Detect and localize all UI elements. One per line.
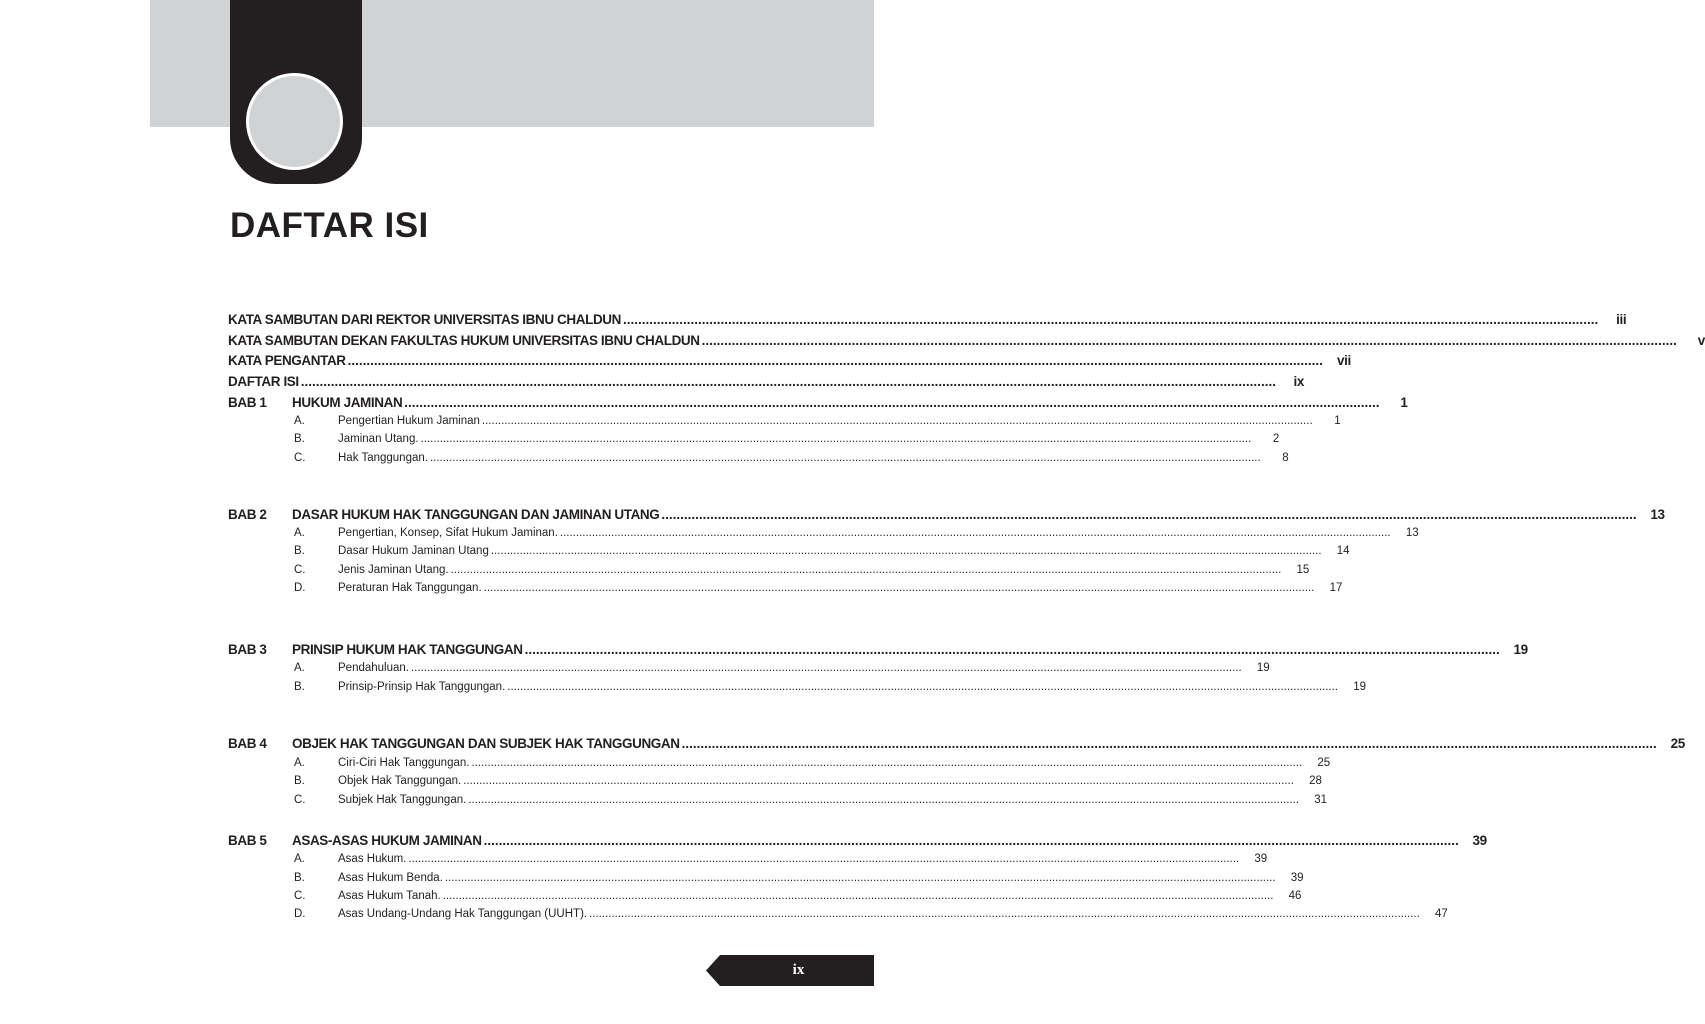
toc-page-number: 47 xyxy=(1435,908,1448,920)
toc-subentry xyxy=(228,415,1341,433)
toc-label: ASAS-ASAS HUKUM JAMINAN xyxy=(292,833,482,848)
toc-leader-dots: .................................................................................................................................................................................................................................................................... xyxy=(463,775,1294,787)
toc-page-number: 1 xyxy=(1400,395,1408,410)
toc-subentry xyxy=(228,662,1270,680)
toc-leader-dots: .................................................................................................................................................................................................................................................................... xyxy=(481,415,1313,427)
toc-subentry xyxy=(228,775,1322,793)
toc-leader-dots: .................................................................................................................................................................................................................................................................... xyxy=(429,452,1261,464)
toc-entry xyxy=(228,312,1627,332)
toc-item-letter: C. xyxy=(294,452,306,464)
toc-label: Hak Tanggungan. xyxy=(338,452,428,464)
toc-label: Asas Undang-Undang Hak Tanggungan (UUHT). xyxy=(338,908,588,920)
toc-label: OBJEK HAK TANGGUNGAN DAN SUBJEK HAK TANGGUNGAN xyxy=(292,736,680,751)
toc-entry xyxy=(228,642,1528,662)
toc-leader-dots: .................................................................................................................................................................................................................................................................... xyxy=(420,433,1252,445)
toc-chapter-code: BAB 3 xyxy=(228,642,267,657)
toc-entry xyxy=(228,353,1351,373)
toc-leader-dots: .................................................................................................................................................................................................................................................................... xyxy=(524,642,1500,657)
toc-entry xyxy=(228,736,1685,756)
toc-leader-dots: .................................................................................................................................................................................................................................................................... xyxy=(507,681,1338,693)
toc-page-number: 46 xyxy=(1288,890,1302,902)
toc-item-letter: C. xyxy=(294,564,306,576)
toc-page-number: 28 xyxy=(1309,775,1322,787)
toc-page-number: 19 xyxy=(1256,662,1270,674)
toc-label: Dasar Hukum Jaminan Utang xyxy=(338,545,489,557)
toc-page-number: iii xyxy=(1616,312,1627,327)
toc-item-letter: A. xyxy=(294,415,305,427)
toc-page-number: v xyxy=(1697,333,1705,348)
toc-label: KATA SAMBUTAN DARI REKTOR UNIVERSITAS IBNU CHALDUN xyxy=(228,312,621,327)
toc-leader-dots: .................................................................................................................................................................................................................................................................... xyxy=(450,564,1282,576)
toc-item-letter: A. xyxy=(294,853,305,865)
toc-label: Asas Hukum Benda. xyxy=(338,872,443,884)
toc-entry xyxy=(228,333,1705,353)
toc-label: Objek Hak Tanggungan. xyxy=(338,775,462,787)
toc-entry xyxy=(228,395,1408,415)
toc-label: Pengertian, Konsep, Sifat Hukum Jaminan. xyxy=(338,527,558,539)
toc-leader-dots: .................................................................................................................................................................................................................................................................... xyxy=(623,312,1599,327)
toc-subentry xyxy=(228,452,1289,470)
toc-subentry xyxy=(228,853,1268,871)
toc-label: DASAR HUKUM HAK TANGGUNGAN DAN JAMINAN UTANG xyxy=(292,507,660,522)
toc-entry xyxy=(228,507,1665,527)
toc-leader-dots: .................................................................................................................................................................................................................................................................... xyxy=(589,908,1420,920)
toc-item-letter: C. xyxy=(294,794,306,806)
toc-label: DAFTAR ISI xyxy=(228,374,299,389)
toc-page-number: 39 xyxy=(1472,833,1487,848)
toc-page-number: 15 xyxy=(1296,564,1310,576)
toc-label: Prinsip-Prinsip Hak Tanggungan. xyxy=(338,681,506,693)
toc-chapter-code: BAB 1 xyxy=(228,395,267,410)
toc-subentry xyxy=(228,872,1304,890)
toc-subentry xyxy=(228,908,1448,926)
toc-leader-dots: .................................................................................................................................................................................................................................................................... xyxy=(661,507,1637,522)
toc-leader-dots: .................................................................................................................................................................................................................................................................... xyxy=(483,833,1459,848)
toc-leader-dots: .................................................................................................................................................................................................................................................................... xyxy=(300,374,1276,389)
toc-subentry xyxy=(228,794,1328,812)
toc-chapter-code: BAB 4 xyxy=(228,736,267,751)
toc-label: Pendahuluan. xyxy=(338,662,409,674)
toc-subentry xyxy=(228,527,1419,545)
toc-leader-dots: .................................................................................................................................................................................................................................................................... xyxy=(701,333,1677,348)
toc-label: Ciri-Ciri Hak Tanggungan. xyxy=(338,757,470,769)
toc-subentry xyxy=(228,890,1302,908)
toc-leader-dots: .................................................................................................................................................................................................................................................................... xyxy=(471,757,1303,769)
toc-entry xyxy=(228,374,1304,394)
toc-chapter-code: BAB 2 xyxy=(228,507,267,522)
toc-item-letter: B. xyxy=(294,775,305,787)
toc-leader-dots: .................................................................................................................................................................................................................................................................... xyxy=(559,527,1391,539)
toc-page-number: 19 xyxy=(1353,681,1366,693)
toc-subentry xyxy=(228,545,1350,563)
toc-label: KATA SAMBUTAN DEKAN FAKULTAS HUKUM UNIVERSITAS IBNU CHALDUN xyxy=(228,333,700,348)
toc-chapter-code: BAB 5 xyxy=(228,833,267,848)
toc-item-letter: D. xyxy=(294,908,306,920)
toc-page-number: 14 xyxy=(1336,545,1350,557)
toc-label: Pengertian Hukum Jaminan xyxy=(338,415,480,427)
toc-item-letter: B. xyxy=(294,872,305,884)
toc-label: PRINSIP HUKUM HAK TANGGUNGAN xyxy=(292,642,523,657)
toc-leader-dots: .................................................................................................................................................................................................................................................................... xyxy=(468,794,1300,806)
toc-page-number: 13 xyxy=(1650,507,1665,522)
toc-subentry xyxy=(228,433,1280,451)
toc-label: Jenis Jaminan Utang. xyxy=(338,564,449,576)
toc-page-number: 17 xyxy=(1329,582,1343,594)
toc-page-number: 8 xyxy=(1282,452,1289,464)
toc-item-letter: A. xyxy=(294,662,305,674)
toc-item-letter: D. xyxy=(294,582,306,594)
chapter-tab-circle xyxy=(246,73,343,170)
toc-page-number: vii xyxy=(1337,353,1351,368)
toc-subentry xyxy=(228,564,1310,582)
toc-page-number: 25 xyxy=(1317,757,1331,769)
toc-item-letter: B. xyxy=(294,681,305,693)
toc-item-letter: B. xyxy=(294,433,305,445)
toc-page-number: ix xyxy=(1293,374,1304,389)
toc-label: Asas Hukum Tanah. xyxy=(338,890,441,902)
toc-subentry xyxy=(228,582,1343,600)
toc-leader-dots: .................................................................................................................................................................................................................................................................... xyxy=(408,853,1240,865)
toc-subentry xyxy=(228,681,1366,699)
toc-page-number: 1 xyxy=(1334,415,1341,427)
page-number: ix xyxy=(792,962,805,978)
toc-label: Asas Hukum. xyxy=(338,853,407,865)
toc-leader-dots: .................................................................................................................................................................................................................................................................... xyxy=(410,662,1242,674)
toc-leader-dots: .................................................................................................................................................................................................................................................................... xyxy=(442,890,1274,902)
toc-label: Peraturan Hak Tanggungan. xyxy=(338,582,482,594)
toc-leader-dots: .................................................................................................................................................................................................................................................................... xyxy=(483,582,1315,594)
toc-item-letter: A. xyxy=(294,757,305,769)
toc-leader-dots: .................................................................................................................................................................................................................................................................... xyxy=(404,395,1380,410)
toc-item-letter: A. xyxy=(294,527,305,539)
toc-leader-dots: .................................................................................................................................................................................................................................................................... xyxy=(444,872,1276,884)
toc-subentry xyxy=(228,757,1331,775)
toc-label: Jaminan Utang. xyxy=(338,433,419,445)
toc-label: Subjek Hak Tanggungan. xyxy=(338,794,467,806)
toc-page-number: 13 xyxy=(1405,527,1419,539)
toc-label: HUKUM JAMINAN xyxy=(292,395,403,410)
toc-page-number: 25 xyxy=(1670,736,1685,751)
toc-page-number: 2 xyxy=(1272,433,1280,445)
toc-page-number: 31 xyxy=(1314,794,1328,806)
toc-label: KATA PENGANTAR xyxy=(228,353,346,368)
toc-page-number: 19 xyxy=(1513,642,1528,657)
toc-leader-dots: .................................................................................................................................................................................................................................................................... xyxy=(490,545,1322,557)
toc-page-number: 39 xyxy=(1254,853,1268,865)
toc-entry xyxy=(228,833,1487,853)
toc-item-letter: C. xyxy=(294,890,306,902)
page-title: DAFTAR ISI xyxy=(230,206,429,245)
toc-leader-dots: .................................................................................................................................................................................................................................................................... xyxy=(347,353,1323,368)
toc-item-letter: B. xyxy=(294,545,305,557)
toc-page-number: 39 xyxy=(1290,872,1304,884)
toc-leader-dots: .................................................................................................................................................................................................................................................................... xyxy=(681,736,1657,751)
